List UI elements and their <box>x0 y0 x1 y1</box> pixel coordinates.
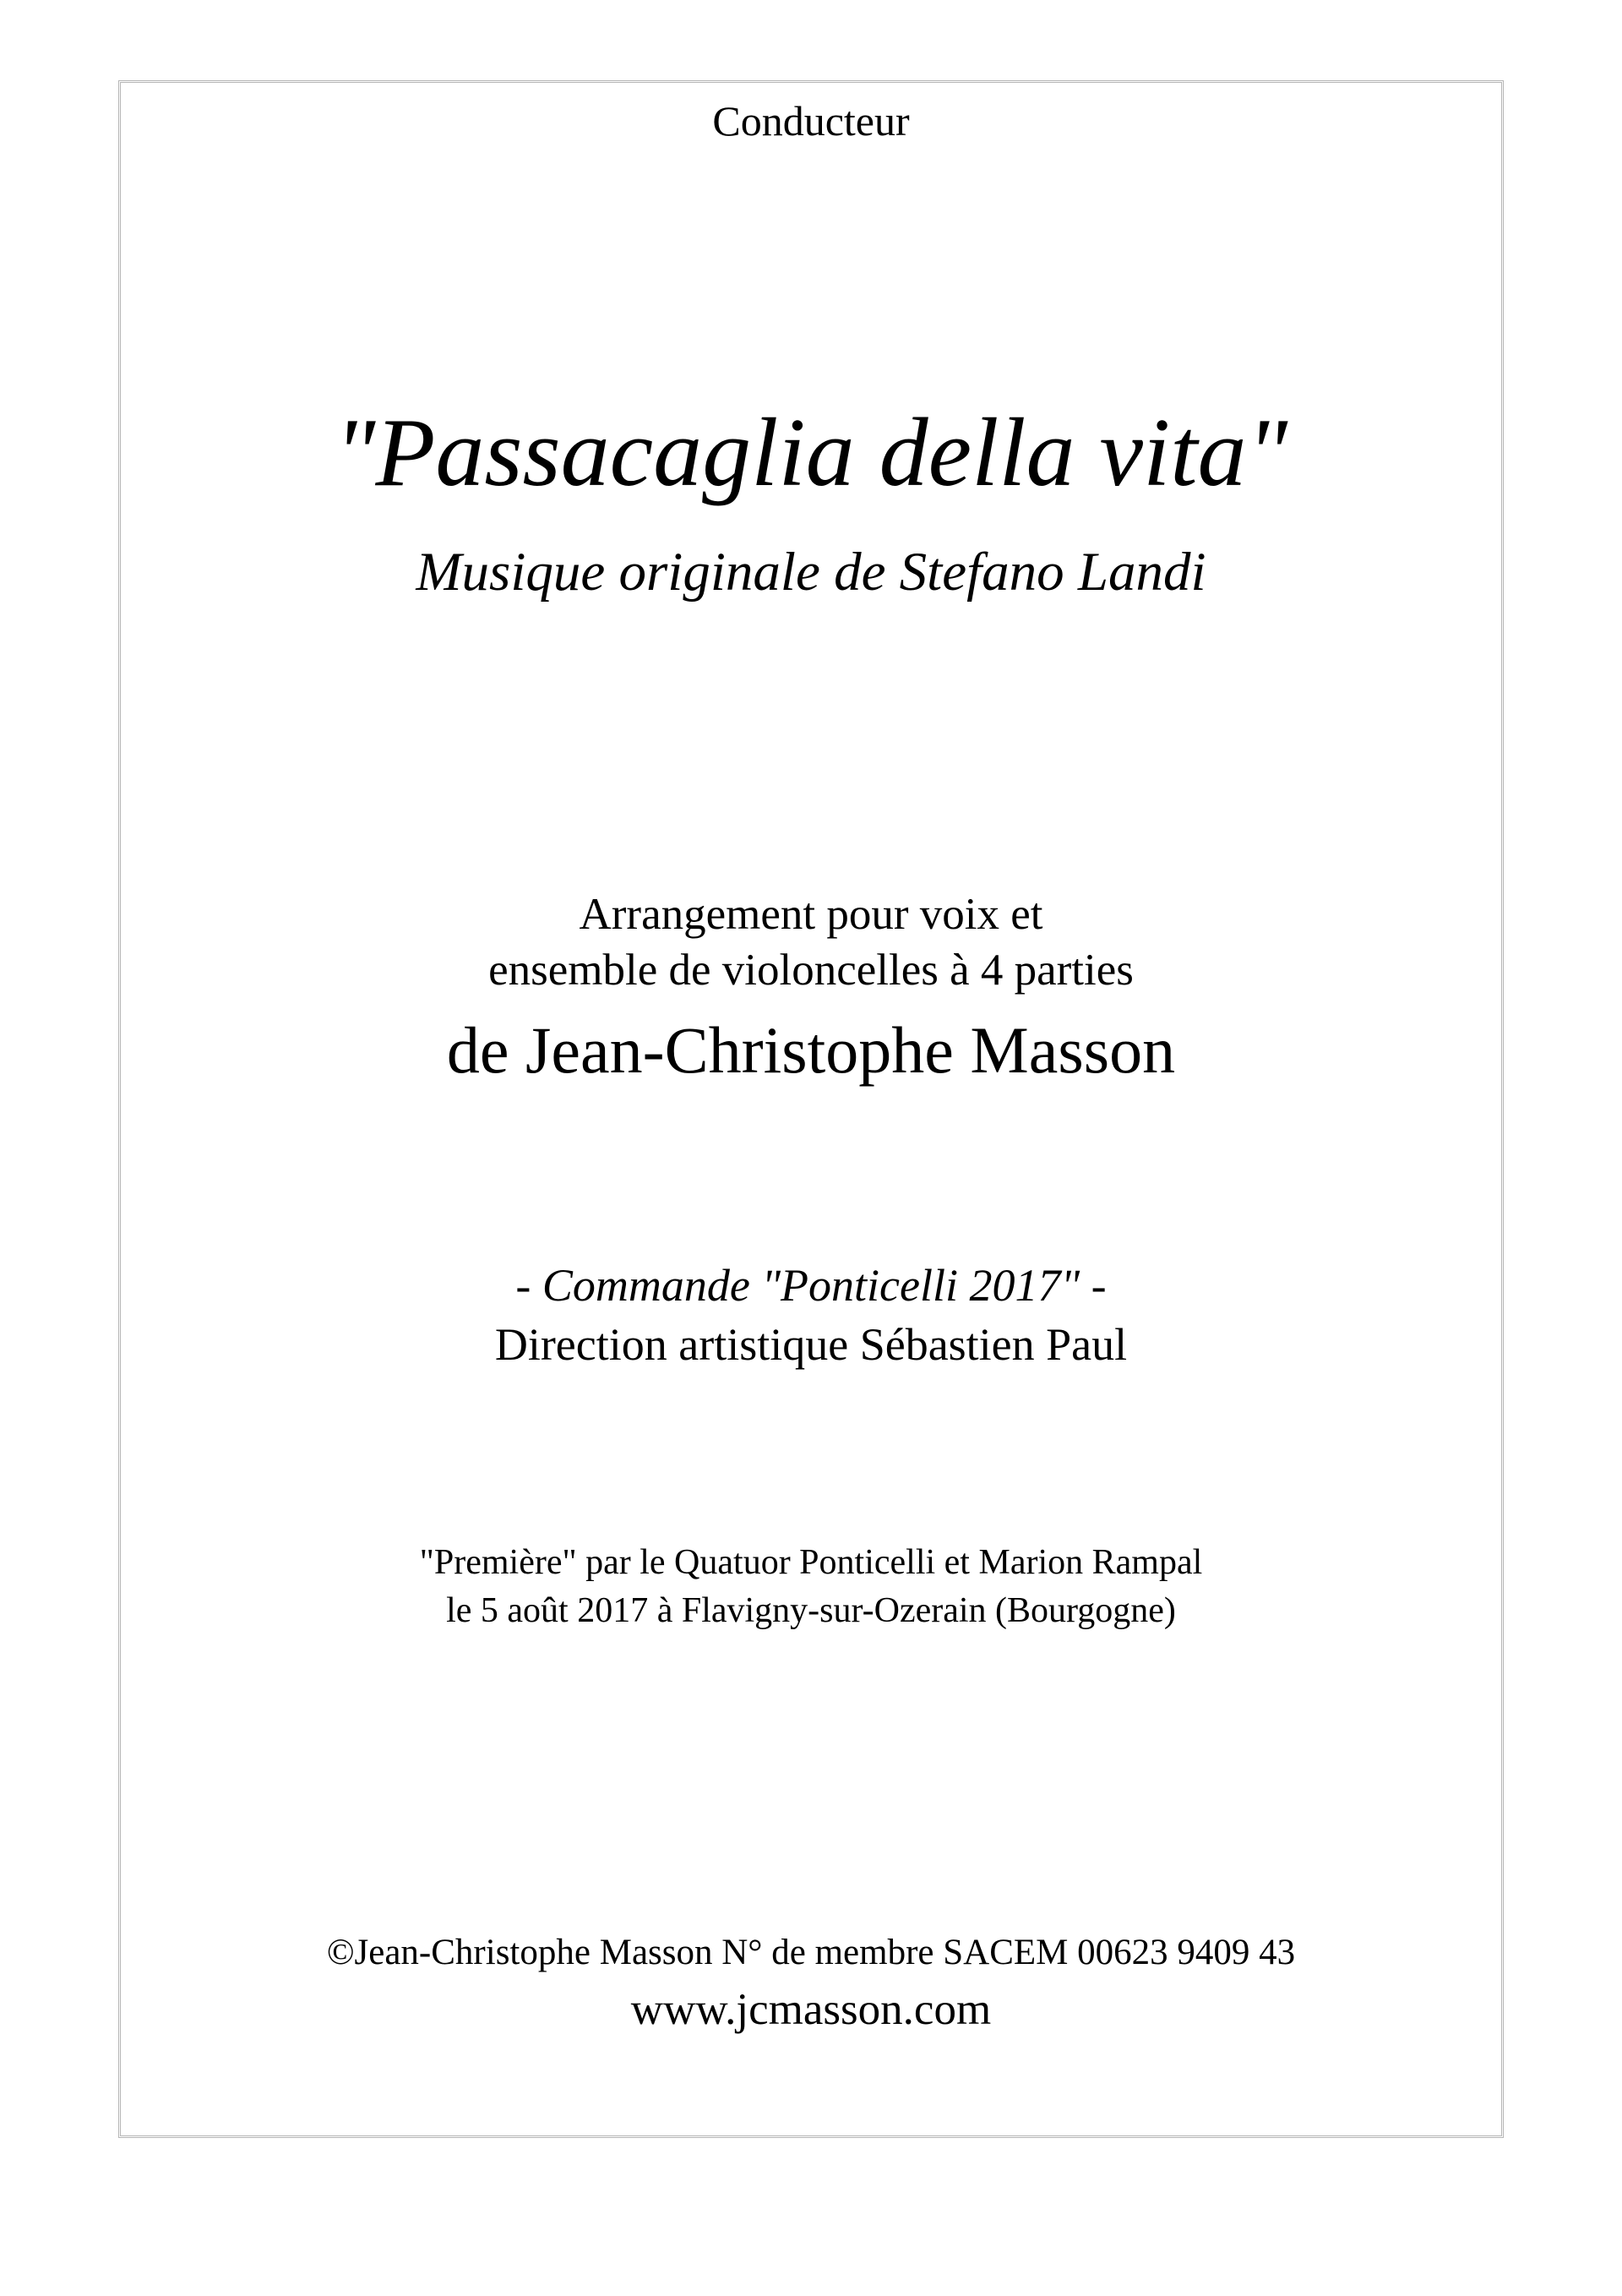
artistic-direction: Direction artistique Sébastien Paul <box>494 1319 1128 1370</box>
copyright-notice: ©Jean-Christophe Masson N° de membre SACEM 00623 9409 43 <box>326 1933 1296 1972</box>
original-music-credit: Musique originale de Stefano Landi <box>416 542 1206 603</box>
arrangement-line-2: ensemble de violoncelles à 4 parties <box>488 946 1134 995</box>
arranger-name: de Jean-Christophe Masson <box>446 1013 1176 1087</box>
work-title: "Passacaglia della vita" <box>334 399 1288 507</box>
premiere-line-1: "Première" par le Quatuor Ponticelli et Marion Rampal <box>419 1543 1203 1582</box>
commission-line: - Commande "Ponticelli 2017" - <box>515 1260 1107 1311</box>
website-link[interactable]: www.jcmasson.com <box>630 1985 992 2034</box>
score-type-label: Conducteur <box>712 97 910 145</box>
page-border <box>118 80 1504 2138</box>
premiere-line-2: le 5 août 2017 à Flavigny-sur-Ozerain (Bourgogne) <box>446 1591 1176 1630</box>
arrangement-line-1: Arrangement pour voix et <box>579 890 1043 939</box>
